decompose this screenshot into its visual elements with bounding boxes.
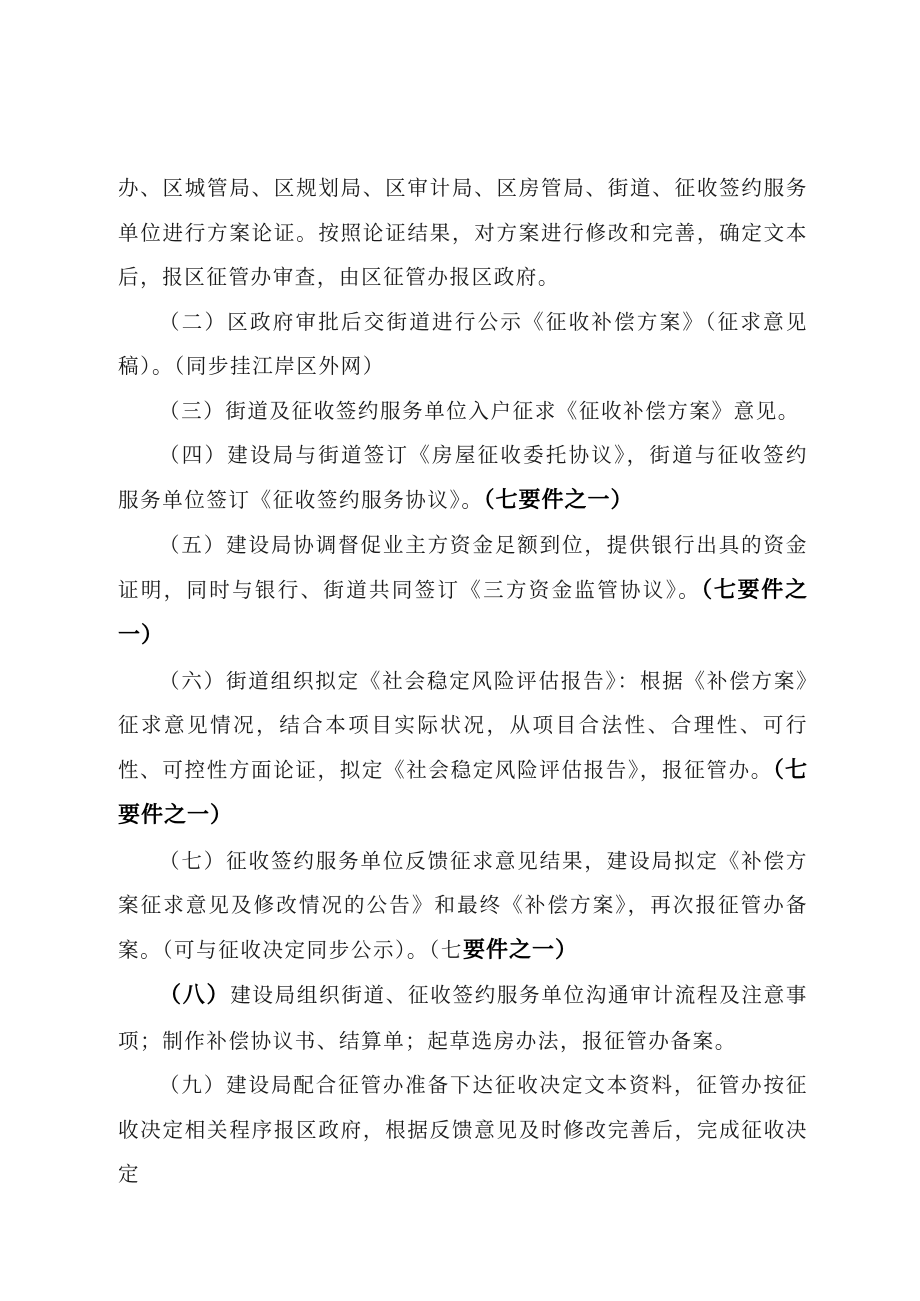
paragraph-6-text: （六）街道组织拟定《社会稳定风险评估报告》：根据《补偿方案》征求意见情况，结合本项目实际状况，从项目合法性、合理性、可行性、可控性方面论证，拟定《社会稳定风险评估报告》，报征管办。 — [118, 668, 808, 782]
paragraph-6-tag: （七要件之一） — [118, 757, 808, 828]
paragraph-7-text: （七）征收签约服务单位反馈征求意见结果，建设局拟定《补偿方案征求意见及修改情况的公告》和最终《补偿方案》，再次报征管办备案。（可与征收决定同步公示）。（七 — [118, 848, 808, 962]
paragraph-3-text: （三）街道及征收签约服务单位入户征求《征收补偿方案》意见。 — [159, 398, 800, 423]
paragraph-8-number: （八） — [159, 983, 231, 1008]
paragraph-4 — [118, 433, 808, 523]
paragraph-8-text: 建设局组织街道、征收签约服务单位沟通审计流程及注意事项；制作补偿协议书、结算单；起草选房办法，报征管办备案。 — [118, 983, 808, 1053]
paragraph-9-text: （九）建设局配合征管办准备下达征收决定文本资料，征管办按征收决定相关程序报区政府，根据反馈意见及时修改完善后，完成征收决定 — [118, 1073, 808, 1186]
paragraph-5-text: （五）建设局协调督促业主方资金足额到位，提供银行出具的资金证明，同时与银行、街道共同签订《三方资金监管协议》。 — [118, 533, 808, 602]
paragraph-6 — [118, 659, 808, 839]
paragraph-4-tag: （七要件之一） — [483, 487, 634, 513]
paragraph-8 — [118, 973, 808, 1063]
paragraph-5 — [118, 523, 808, 659]
paragraph-1-text: 办、区城管局、区规划局、区审计局、区房管局、街道、征收签约服务单位进行方案论证。按照论证结果，对方案进行修改和完善，确定文本后，报区征管办审查，由区征管办报区政府。 — [118, 176, 808, 289]
paragraph-1 — [118, 166, 808, 300]
paragraph-3 — [118, 389, 808, 434]
paragraph-9 — [118, 1063, 808, 1197]
paragraph-2 — [118, 300, 808, 389]
document-body — [118, 166, 808, 1197]
paragraph-4-text: （四）建设局与街道签订《房屋征收委托协议》，街道与征收签约服务单位签订《征收签约服务协议》。 — [118, 443, 808, 512]
paragraph-5-tag: （七要件之一） — [118, 577, 808, 648]
paragraph-2-text: （二）区政府审批后交街道进行公示《征收补偿方案》（征求意见稿）。（同步挂江岸区外网） — [118, 309, 808, 378]
paragraph-7-tag: 要件之一） — [462, 937, 578, 963]
paragraph-7 — [118, 839, 808, 974]
